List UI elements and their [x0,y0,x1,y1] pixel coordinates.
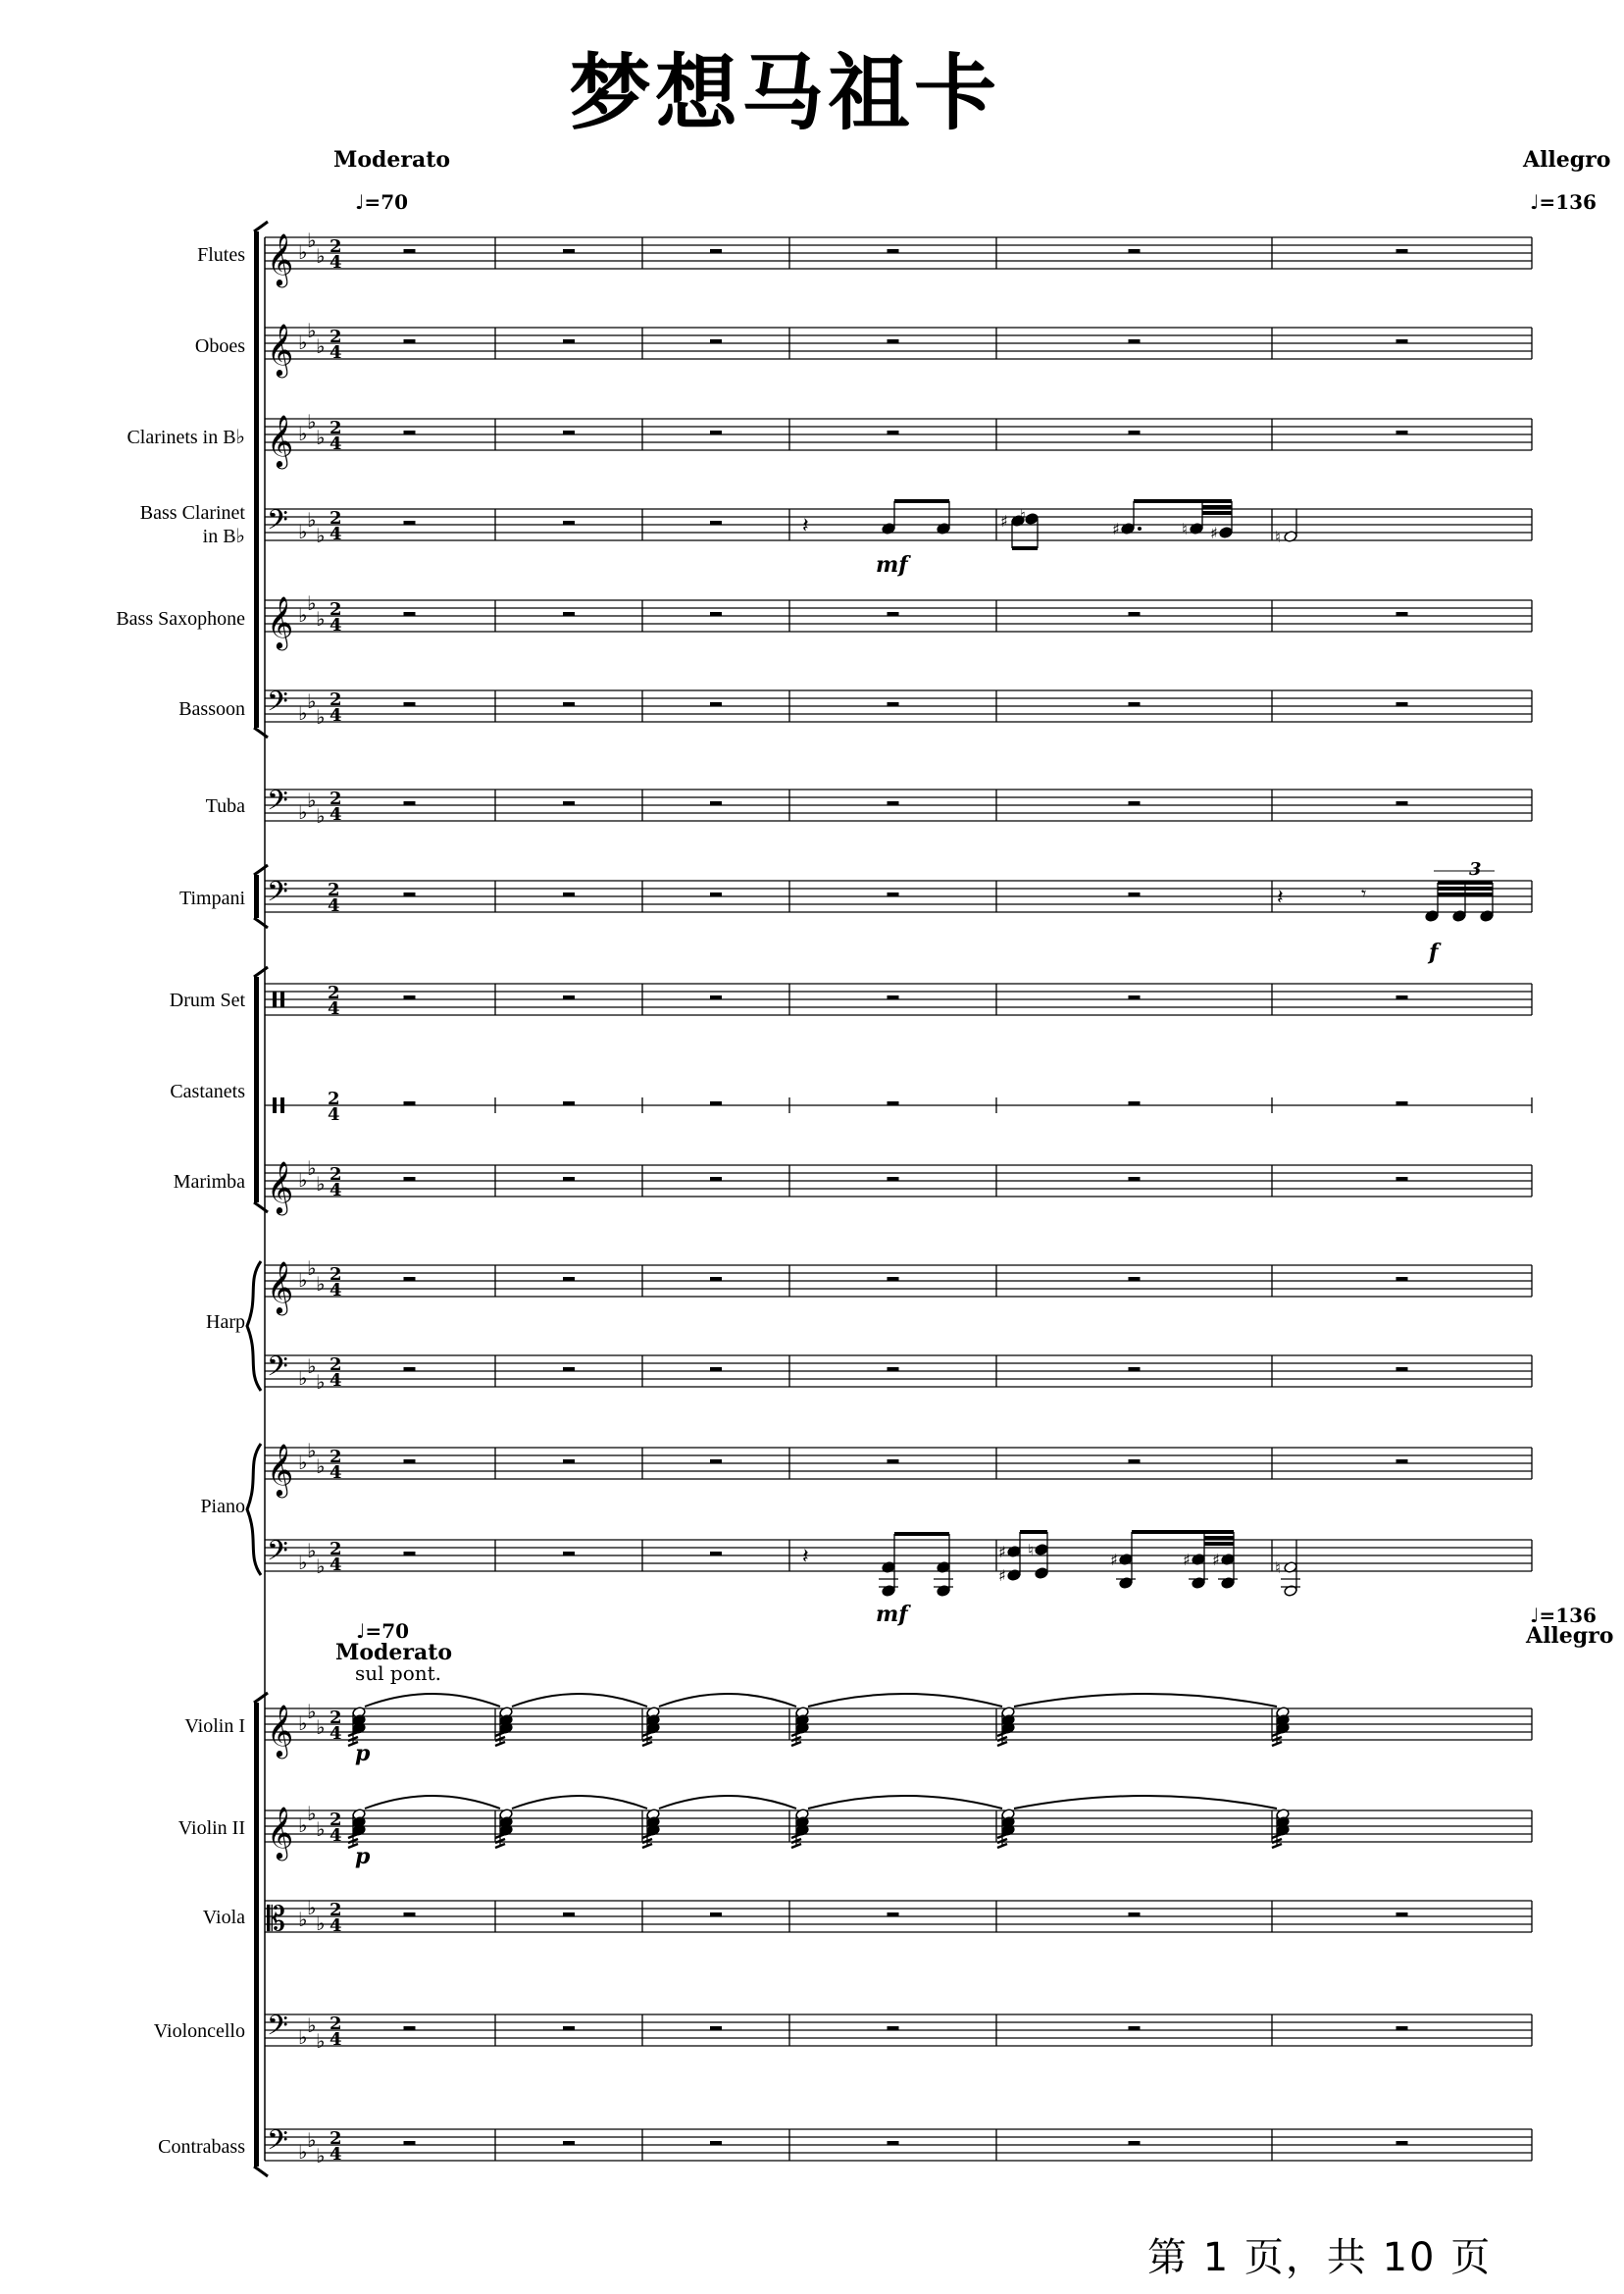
whole-rest [563,1459,575,1463]
time-signature-numerator: 2 [330,2014,342,2034]
quarter-rest: 𝄽 [802,1545,809,1569]
key-signature-flat: ♭ [316,1715,326,1739]
whole-rest [710,1101,722,1105]
whole-rest [1129,702,1141,706]
whole-rest [404,1177,416,1181]
time-signature-denominator: 4 [330,2144,342,2165]
percussion-clef-bar [273,992,277,1007]
whole-rest [710,801,722,805]
time-signature-denominator: 4 [330,1462,342,1483]
dynamic-bass-clarinet: mf [876,552,908,578]
key-signature-flat: ♭ [307,1896,317,1919]
time-signature-denominator: 4 [330,433,342,454]
key-signature-flat: ♭ [298,422,308,445]
treble-clef: 𝄞 [267,595,294,648]
timpani-bracket-cap [254,865,268,875]
strings-bracket [254,1703,259,2167]
time-signature-numerator: 2 [330,1539,342,1559]
key-signature-flat: ♭ [298,1451,308,1474]
time-signature-numerator: 2 [330,1264,342,1285]
whole-rest [1396,801,1408,805]
treble-clef: 𝄞 [267,414,294,467]
bass-clef: 𝄢 [267,1351,288,1390]
key-signature-flat: ♭ [316,426,326,449]
whole-rest [1129,431,1141,434]
whole-rest [1129,1367,1141,1371]
whole-rest [563,995,575,999]
tie [512,1796,647,1809]
whole-rest [1396,995,1408,999]
whole-rest [404,339,416,343]
whole-rest [710,521,722,525]
whole-rest [563,339,575,343]
label-flutes: Flutes [197,244,245,266]
bass-clef: 𝄢 [267,2010,288,2049]
whole-rest [888,1277,899,1281]
time-signature-numerator: 2 [328,1089,340,1109]
time-signature-denominator: 4 [330,524,342,544]
key-signature-flat: ♭ [316,1172,326,1196]
whole-rest [888,702,899,706]
key-signature-flat: ♭ [307,1156,317,1180]
key-signature-flat: ♭ [298,1168,308,1192]
key-signature-flat: ♭ [316,1454,326,1478]
whole-rest [710,995,722,999]
whole-rest [1396,1277,1408,1281]
harp-brace [247,1261,261,1391]
whole-rest [404,521,416,525]
alto-clef: 𝄡 [267,1900,285,1939]
key-signature-flat: ♭ [298,1711,308,1735]
time-signature-denominator: 4 [330,342,342,363]
time-signature-numerator: 2 [330,689,342,710]
whole-rest [404,1552,416,1555]
accidental: ♮ [1275,528,1281,546]
key-signature-flat: ♭ [316,334,326,358]
whole-rest [1396,431,1408,434]
treble-clef: 𝄞 [267,1704,294,1757]
label-viola: Viola [202,1907,245,1928]
time-signature-numerator: 2 [328,983,340,1003]
whole-rest [563,1912,575,1916]
bass-clef: 𝄢 [267,686,288,725]
whole-rest [563,1277,575,1281]
label-bassoon: Bassoon [178,698,245,720]
key-signature-flat: ♭ [307,319,317,342]
accidental: ♯ [1112,520,1120,538]
whole-rest [404,702,416,706]
whole-rest [710,892,722,896]
whole-rest [563,1177,575,1181]
sul-pont-technique: sul pont. [355,1661,442,1685]
whole-rest [1129,801,1141,805]
time-signature-numerator: 2 [328,880,340,900]
whole-rest [888,892,899,896]
time-signature-numerator: 2 [330,1354,342,1375]
key-signature-flat: ♭ [298,1366,308,1390]
time-signature-denominator: 4 [330,252,342,273]
treble-clef: 𝄞 [267,1260,294,1313]
whole-rest [404,892,416,896]
key-signature-flat: ♭ [298,240,308,264]
whole-rest [563,2141,575,2145]
whole-rest [563,431,575,434]
label-bass-saxophone: Bass Saxophone [116,608,245,630]
key-signature-flat: ♭ [298,1268,308,1292]
time-signature-denominator: 4 [330,1370,342,1391]
tempo-allegro: Allegro [1523,147,1611,173]
time-signature-numerator: 2 [330,599,342,620]
time-signature-numerator: 2 [330,2128,342,2149]
key-signature-flat: ♭ [307,1439,317,1462]
time-signature-numerator: 2 [330,508,342,529]
key-signature-flat: ♭ [307,1354,317,1378]
time-signature-denominator: 4 [330,804,342,825]
key-signature-flat: ♭ [307,410,317,433]
tie [365,1796,500,1809]
tie [512,1694,647,1707]
label-marimba: Marimba [173,1171,245,1193]
key-signature-flat: ♭ [307,1802,317,1825]
whole-rest [710,431,722,434]
whole-rest [563,702,575,706]
key-signature-flat: ♭ [298,520,308,543]
label-timpani: Timpani [178,888,245,909]
key-signature-flat: ♭ [316,524,326,547]
whole-rest [888,1912,899,1916]
time-signature-denominator: 4 [330,615,342,636]
accidental: ♯ [998,1543,1006,1561]
accidental: ♯ [1212,1551,1220,1569]
time-signature-numerator: 2 [330,1900,342,1920]
dynamic-timpani: f [1429,940,1439,965]
quarter-rest: 𝄽 [1277,886,1284,910]
notehead [1035,1567,1048,1580]
whole-rest [563,801,575,805]
accidental: ♮ [1182,520,1188,538]
whole-rest [1129,892,1141,896]
bass-clef: 𝄢 [267,876,288,915]
woodwind-bracket-cap [254,222,268,231]
metronome-mark-start: ♩=70 [355,190,409,214]
time-signature-denominator: 4 [328,895,340,916]
whole-rest [888,249,899,253]
treble-clef: 𝄞 [267,1160,294,1213]
key-signature-flat: ♭ [316,244,326,268]
whole-rest [1396,1177,1408,1181]
whole-rest [404,1459,416,1463]
percussion-clef-bar [280,1097,284,1113]
label-tuba: Tuba [205,795,245,817]
accidental: ♯ [1183,1551,1191,1569]
whole-rest [563,521,575,525]
whole-rest [888,1367,899,1371]
time-signature-denominator: 4 [330,1723,342,1744]
whole-rest [563,612,575,616]
key-signature-flat: ♭ [316,705,326,729]
metronome-mark-allegro: ♩=136 [1530,190,1597,214]
key-signature-flat: ♭ [307,2128,317,2152]
whole-rest [710,612,722,616]
whole-rest [1129,1912,1141,1916]
label-bass-clarinet: Bass Clarinet in B♭ [139,502,245,547]
whole-rest [888,1101,899,1105]
whole-rest [404,801,416,805]
label-violoncello: Violoncello [153,2020,245,2042]
key-signature-flat: ♭ [307,789,317,812]
percussion-bracket-cap [254,1202,268,1212]
key-signature-flat: ♭ [316,1272,326,1296]
whole-rest [710,2141,722,2145]
time-signature-denominator: 4 [330,1280,342,1300]
key-signature-flat: ♭ [316,1912,326,1935]
whole-rest [710,2026,722,2030]
key-signature-flat: ♭ [307,508,317,532]
percussion-clef-bar [280,992,284,1007]
accidental: ♯ [1210,524,1218,542]
whole-rest [1129,1277,1141,1281]
time-signature-numerator: 2 [330,1708,342,1728]
treble-clef: 𝄞 [267,323,294,376]
label-piano: Piano [200,1496,245,1517]
whole-rest [404,995,416,999]
tie [808,1796,1002,1809]
key-signature-flat: ♭ [316,2144,326,2167]
whole-rest [1129,2026,1141,2030]
tie [1014,1796,1277,1809]
whole-rest [563,1552,575,1555]
whole-rest [404,612,416,616]
whole-rest [404,1912,416,1916]
key-signature-flat: ♭ [316,1370,326,1394]
tuplet-number: 3 [1469,859,1482,880]
bass-clef: 𝄢 [267,785,288,824]
time-signature-denominator: 4 [330,1915,342,1936]
quarter-rest: 𝄽 [802,514,809,538]
dynamic-violin-1: p [355,1741,371,1766]
bass-clef: 𝄢 [267,1535,288,1574]
tie [659,1796,796,1809]
whole-rest [404,1277,416,1281]
whole-rest [1396,702,1408,706]
notehead [1219,527,1233,539]
whole-rest [1129,1459,1141,1463]
whole-rest [404,1101,416,1105]
time-signature-numerator: 2 [330,789,342,809]
time-signature-numerator: 2 [330,236,342,257]
key-signature-flat: ♭ [298,1908,308,1931]
tie [365,1694,500,1707]
tie [659,1694,796,1707]
whole-rest [710,702,722,706]
percussion-clef-bar [273,1097,277,1113]
whole-rest [1129,612,1141,616]
whole-rest [710,1552,722,1555]
percussion-bracket [254,977,259,1202]
key-signature-flat: ♭ [316,804,326,828]
key-signature-flat: ♭ [298,1551,308,1574]
key-signature-flat: ♭ [298,1813,308,1837]
key-signature-flat: ♭ [298,800,308,824]
label-violin-2: Violin II [178,1817,245,1839]
whole-rest [710,339,722,343]
treble-clef: 𝄞 [267,232,294,285]
whole-rest [404,431,416,434]
whole-rest [1129,339,1141,343]
whole-rest [710,1277,722,1281]
whole-rest [888,431,899,434]
whole-rest [1396,339,1408,343]
accidental: ♮ [1275,1558,1281,1577]
whole-rest [1396,1367,1408,1371]
whole-rest [888,1177,899,1181]
time-signature-numerator: 2 [330,327,342,347]
time-signature-numerator: 2 [330,1447,342,1467]
label-clarinets: Clarinets in B♭ [127,427,245,448]
whole-rest [1129,2141,1141,2145]
time-signature-numerator: 2 [330,1164,342,1185]
accidental: ♮ [1028,1541,1034,1559]
key-signature-flat: ♭ [307,1539,317,1562]
treble-clef: 𝄞 [267,1806,294,1859]
key-signature-flat: ♭ [298,701,308,725]
whole-rest [710,1912,722,1916]
key-signature-flat: ♭ [298,331,308,354]
page-footer: 第 1 页，共 10 页 [1147,2235,1493,2280]
notehead [1025,513,1039,526]
whole-rest [710,1177,722,1181]
whole-rest [1129,1177,1141,1181]
key-signature-flat: ♭ [316,607,326,631]
time-signature-denominator: 4 [330,1825,342,1846]
time-signature-denominator: 4 [328,1104,340,1125]
timpani-bracket [254,875,259,918]
label-castanets: Castanets [170,1081,245,1102]
whole-rest [888,801,899,805]
treble-clef: 𝄞 [267,1443,294,1496]
whole-rest [1396,612,1408,616]
dot [1138,527,1142,531]
whole-rest [563,249,575,253]
woodwind-bracket [254,231,259,728]
time-signature-denominator: 4 [330,1555,342,1575]
key-signature-flat: ♭ [307,229,317,252]
bass-clef: 𝄢 [267,504,288,543]
time-signature-numerator: 2 [330,418,342,438]
sixteenth-rest: 𝄾 [1361,882,1367,905]
key-signature-flat: ♭ [307,689,317,713]
key-signature-flat: ♭ [298,2025,308,2049]
label-drum-set: Drum Set [169,990,245,1011]
time-signature-denominator: 4 [328,998,340,1019]
whole-rest [1396,249,1408,253]
piano-brace [247,1444,261,1575]
whole-rest [563,892,575,896]
whole-rest [404,1367,416,1371]
score-title: 梦想马祖卡 [568,45,1000,141]
whole-rest [1396,1912,1408,1916]
whole-rest [1396,1459,1408,1463]
whole-rest [1129,995,1141,999]
whole-rest [888,1459,899,1463]
dynamic-violin-2: p [355,1844,371,1869]
label-oboes: Oboes [194,335,245,357]
label-violin-1: Violin I [184,1715,245,1737]
accidental: ♯ [1110,1551,1118,1569]
whole-rest [563,1101,575,1105]
time-signature-numerator: 2 [330,1810,342,1830]
whole-rest [1396,2141,1408,2145]
notehead [1035,1544,1048,1556]
strings-tempo-moderato: Moderato [335,1640,453,1665]
time-signature-denominator: 4 [330,2029,342,2050]
whole-rest [404,249,416,253]
strings-metronome-start: ♩=70 [356,1619,410,1643]
key-signature-flat: ♭ [307,591,317,615]
whole-rest [710,1459,722,1463]
accidental: ♮ [1020,506,1026,525]
key-signature-flat: ♭ [298,2140,308,2164]
label-harp: Harp [206,1311,245,1333]
tie [1014,1694,1277,1707]
whole-rest [888,339,899,343]
whole-rest [1129,249,1141,253]
whole-rest [888,612,899,616]
strings-bracket-cap [254,2167,268,2176]
timpani-bracket-cap [254,918,268,928]
whole-rest [404,2141,416,2145]
label-contrabass: Contrabass [158,2136,245,2158]
strings-metronome-allegro: ♩=136 [1530,1604,1597,1627]
accidental: ♯ [998,1566,1006,1585]
whole-rest [888,995,899,999]
accidental: ♯ [1000,512,1008,531]
tie [808,1694,1002,1707]
whole-rest [710,1367,722,1371]
strings-bracket-cap [254,1693,268,1703]
key-signature-flat: ♭ [316,2029,326,2053]
percussion-bracket-cap [254,967,268,977]
whole-rest [1129,1101,1141,1105]
key-signature-flat: ♭ [298,603,308,627]
strings-tempo-allegro: Allegro [1526,1623,1614,1649]
whole-rest [404,2026,416,2030]
woodwind-bracket-cap [254,728,268,738]
whole-rest [563,1367,575,1371]
whole-rest [888,2141,899,2145]
whole-rest [1396,2026,1408,2030]
whole-rest [563,2026,575,2030]
key-signature-flat: ♭ [316,1555,326,1578]
whole-rest [1396,1101,1408,1105]
bass-clef: 𝄢 [267,2124,288,2164]
key-signature-flat: ♭ [307,2014,317,2037]
time-signature-denominator: 4 [330,705,342,726]
whole-rest [710,249,722,253]
whole-rest [888,2026,899,2030]
dynamic-piano: mf [876,1602,908,1627]
time-signature-denominator: 4 [330,1180,342,1200]
tempo-moderato: Moderato [333,147,451,173]
key-signature-flat: ♭ [307,1256,317,1280]
key-signature-flat: ♭ [307,1700,317,1723]
key-signature-flat: ♭ [316,1817,326,1841]
